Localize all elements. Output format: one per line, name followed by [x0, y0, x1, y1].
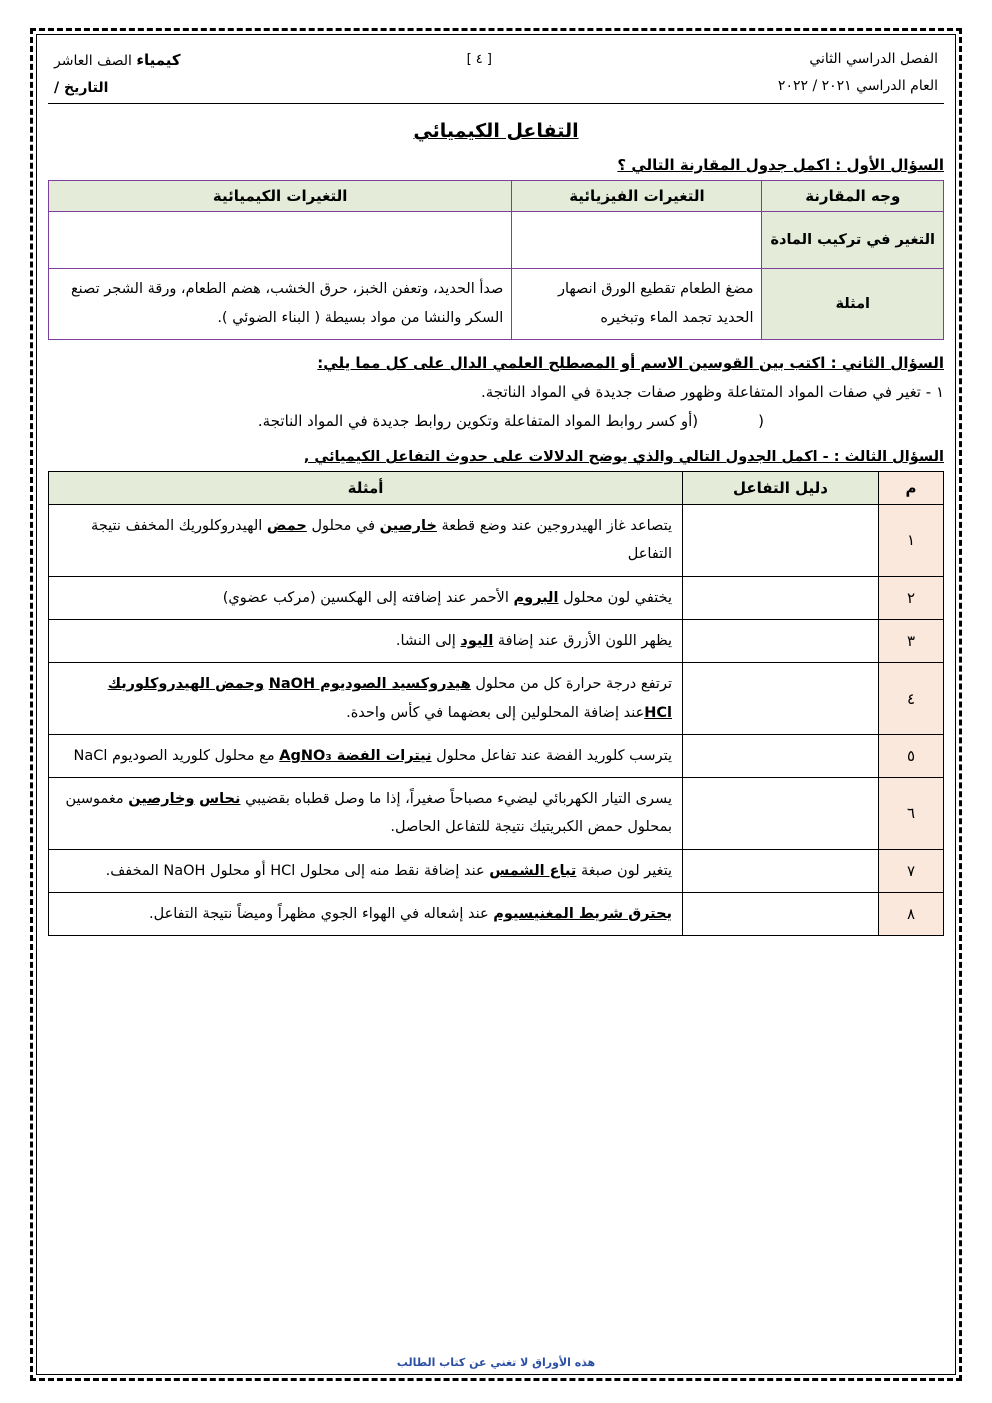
row-label-examples: امثلة: [762, 269, 944, 340]
row-number: ١: [879, 505, 944, 577]
answer-cell-evidence[interactable]: [683, 849, 879, 892]
example-text: يظهر اللون الأزرق عند إضافة اليود إلى النشا.: [49, 619, 683, 662]
answer-cell-evidence[interactable]: [683, 663, 879, 735]
document-header: [48, 42, 944, 101]
question3-prompt: السؤال الثالث : - اكمل الجدول التالي والذي يوضح الدلالات على حدوث التفاعل الكيميائي ,: [303, 449, 944, 466]
answer-cell-physical-composition[interactable]: [512, 212, 762, 269]
question2-prompt: السؤال الثاني : اكتب بين القوسين الاسم أو المصطلح العلمي الدال على كل مما يلي:: [317, 354, 944, 373]
table-row: [49, 892, 944, 935]
row-number: ٨: [879, 892, 944, 935]
example-text: يسرى التيار الكهربائي ليضيء مصباحاً صغيراً، إذا ما وصل قطباه بقضيبي نحاس وخارصين مغموسين بمحلول حمض الكبريتيك نتيجة للتفاعل الحاصل.: [49, 778, 683, 850]
col-number: م: [879, 472, 944, 505]
highlighted-term: هيدروكسيد الصوديوم NaOH: [268, 676, 471, 693]
question2-item-1: ١ - تغير في صفات المواد المتفاعلة وظهور صفات جديدة في المواد الناتجة.: [481, 383, 944, 402]
col-evidence: دليل التفاعل: [683, 472, 879, 505]
page-title: التفاعل الكيميائي: [413, 120, 579, 143]
answer-paren-left[interactable]: (: [758, 411, 764, 430]
header-middle: [467, 46, 492, 73]
header-left: [54, 46, 181, 101]
table-row: [49, 849, 944, 892]
col-physical-changes: التغيرات الفيزيائية: [512, 181, 762, 212]
row-number: ٦: [879, 778, 944, 850]
question2-item-2: أو كسر روابط المواد المتفاعلة وتكوين روابط جديدة في المواد الناتجة.: [257, 411, 693, 430]
answer-cell-chemical-composition[interactable]: [49, 212, 512, 269]
col-comparison-aspect: وجه المقارنة: [762, 181, 944, 212]
page-content: [48, 42, 944, 1367]
subject-line: [54, 46, 181, 75]
row-number: ٧: [879, 849, 944, 892]
highlighted-term: وحمض الهيدروكلوريك HCl: [107, 676, 672, 721]
highlighted-term: نحاس: [199, 791, 241, 808]
highlighted-term: اليود: [460, 632, 494, 649]
table-row: [49, 212, 944, 269]
comparison-table: [48, 180, 944, 340]
row-number: ٤: [879, 663, 944, 735]
term-label: الفصل الدراسي الثاني: [809, 51, 938, 67]
col-chemical-changes: التغيرات الكيميائية: [49, 181, 512, 212]
highlighted-term: يحترق شريط المغنيسيوم: [493, 905, 672, 922]
example-text: يتغير لون صبغة تباع الشمس عند إضافة نقط منه إلى محلول HCl أو محلول NaOH المخفف.: [49, 849, 683, 892]
table-row: [49, 576, 944, 619]
answer-paren-right[interactable]: (: [692, 411, 699, 430]
col-examples: أمثلة: [49, 472, 683, 505]
answer-cell-evidence[interactable]: [683, 778, 879, 850]
example-text: يختفي لون محلول البروم الأحمر عند إضافته إلى الهكسين (مركب عضوي): [49, 576, 683, 619]
highlighted-term: وخارصين: [128, 791, 195, 808]
answer-cell-evidence[interactable]: [683, 892, 879, 935]
table-header-row: [49, 181, 944, 212]
grade-label: الصف العاشر: [54, 53, 132, 69]
example-text: ترتفع درجة حرارة كل من محلول هيدروكسيد الصوديوم NaOH وحمض الهيدروكلوريك HClعند إضافة المحلولين إلى بعضهما في كأس واحدة.: [49, 663, 683, 735]
highlighted-term: البروم: [513, 589, 559, 606]
row-number: ٥: [879, 734, 944, 777]
answer-cell-evidence[interactable]: [683, 734, 879, 777]
row-label-composition: التغير في تركيب المادة: [762, 212, 944, 269]
table-row: [49, 778, 944, 850]
examples-physical: مضغ الطعام تقطيع الورق انصهار الحديد تجمد الماء وتبخيره: [512, 269, 762, 340]
subject-label: كيمياء: [136, 51, 181, 69]
header-divider: [48, 103, 944, 104]
date-label: التاريخ /: [54, 79, 109, 96]
question1-prompt: السؤال الأول : اكمل جدول المقارنة التالي ؟: [617, 156, 944, 175]
example-text: يحترق شريط المغنيسيوم عند إشعاله في الهواء الجوي مظهراً وميضاً نتيجة التفاعل.: [49, 892, 683, 935]
question2-item-2-row: [48, 407, 944, 436]
answer-cell-evidence[interactable]: [683, 505, 879, 577]
evidence-table: [48, 471, 944, 936]
table-row: [49, 663, 944, 735]
page-number: [ ٤ ]: [466, 52, 492, 67]
footer-note: هذه الأوراق لا تغني عن كتاب الطالب: [396, 1356, 596, 1369]
row-number: ٢: [879, 576, 944, 619]
answer-cell-evidence[interactable]: [683, 619, 879, 662]
table-row: [49, 619, 944, 662]
highlighted-term: خارصين: [379, 518, 437, 535]
year-label: العام الدراسي ٢٠٢١ / ٢٠٢٢: [777, 77, 938, 94]
table-row: [49, 269, 944, 340]
highlighted-term: تباع الشمس: [489, 862, 577, 879]
highlighted-term: حمض: [266, 518, 307, 535]
table-row: [49, 505, 944, 577]
row-number: ٣: [879, 619, 944, 662]
header-right: [778, 46, 938, 99]
example-text: يترسب كلوريد الفضة عند تفاعل محلول نيترات الفضة AgNO₃ مع محلول كلوريد الصوديوم NaCl: [49, 734, 683, 777]
highlighted-term: نيترات الفضة AgNO₃: [279, 747, 432, 764]
answer-cell-evidence[interactable]: [683, 576, 879, 619]
examples-chemical: صدأ الحديد، وتعفن الخبز، حرق الخشب، هضم الطعام، ورقة الشجر تصنع السكر والنشا من مواد بسيطة ( البناء الضوئي ).: [49, 269, 512, 340]
table-row: [49, 734, 944, 777]
example-text: يتصاعد غاز الهيدروجين عند وضع قطعة خارصين في محلول حمض الهيدروكلوريك المخفف نتيجة التفاعل: [49, 505, 683, 577]
table-header-row: [49, 472, 944, 505]
